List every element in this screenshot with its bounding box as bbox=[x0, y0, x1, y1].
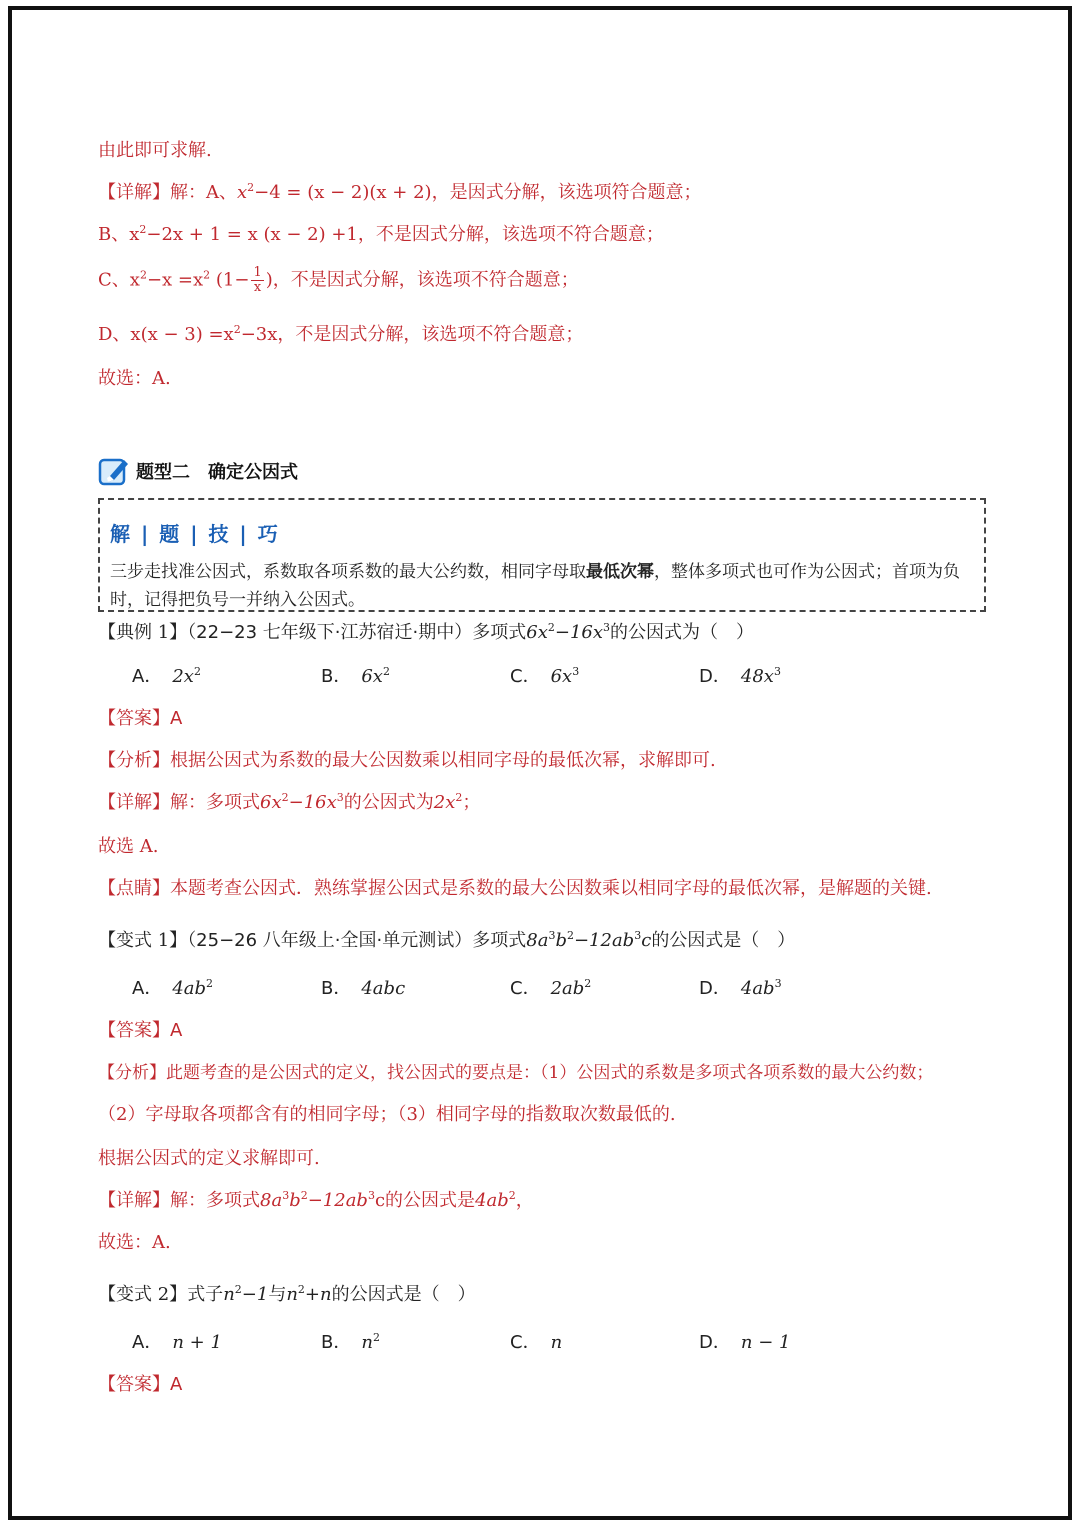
option-b[interactable]: B． 4abc bbox=[321, 978, 406, 999]
variant1-analysis-3: 根据公因式的定义求解即可. bbox=[98, 1148, 320, 1169]
option-c[interactable]: C． n bbox=[510, 1332, 563, 1353]
variant2-question: 【变式 2】式子$n^2-1$与$n^2+n$的公因式是（ ） bbox=[98, 1283, 476, 1305]
variant1-question: 【变式 1】（25−26 八年级上·全国·单元测试）多项式$8a^3b^2-12ab^3c$的公因式是（ ） bbox=[98, 929, 796, 951]
option-b[interactable]: B． $n^2$ bbox=[321, 1331, 380, 1353]
option-c[interactable]: C． $6x^3$ bbox=[510, 665, 580, 687]
section-title: 题型二 确定公因式 bbox=[136, 462, 298, 483]
variant1-choose: 故选：A. bbox=[98, 1232, 171, 1253]
example1-comment: 【点睛】本题考查公因式．熟练掌握公因式是系数的最大公因数乘以相同字母的最低次幂，是解题的关键. bbox=[98, 878, 932, 899]
solution-detail-d: D、$x(x - 3) =x^2-3x$，不是因式分解，该选项不符合题意； bbox=[98, 323, 584, 345]
option-a[interactable]: A． n + 1 bbox=[132, 1332, 222, 1353]
solution-intro: 由此即可求解. bbox=[98, 140, 212, 161]
example1-question: 【典例 1】（22−23 七年级下·江苏宿迁·期中）多项式$6x^2-16x^3$的公因式为（ ） bbox=[98, 621, 754, 643]
example1-choose: 故选 A. bbox=[98, 836, 159, 857]
option-d[interactable]: D． $4ab^3$ bbox=[699, 977, 782, 999]
variant2-answer: 【答案】A bbox=[98, 1374, 183, 1395]
tip-title: 解 | 题 | 技 | 巧 bbox=[110, 522, 280, 546]
option-d[interactable]: D． n − 1 bbox=[699, 1332, 791, 1353]
solution-detail-a: 【详解】解：A、$x^2-4 = (x - 2)(x + 2)$，是因式分解，该选项符合题意； bbox=[98, 181, 702, 203]
example1-answer: 【答案】A bbox=[98, 708, 183, 729]
tip-box bbox=[98, 498, 986, 612]
option-d[interactable]: D． $48x^3$ bbox=[699, 665, 781, 687]
variant1-analysis-2: （2）字母取各项都含有的相同字母；（3）相同字母的指数取次数最低的. bbox=[98, 1104, 676, 1125]
fraction-one-over-x: $\frac{1}{x}$ bbox=[253, 265, 262, 295]
pen-note-icon bbox=[98, 454, 132, 488]
variant1-analysis-1: 【分析】此题考查的是公因式的定义，找公因式的要点是：（1）公因式的系数是多项式各项系数的最大公约数； bbox=[98, 1063, 934, 1083]
variant1-answer: 【答案】A bbox=[98, 1020, 183, 1041]
solution-detail-c: C、$x^2-x =x^2$ (1− $\frac{1}{x}$ )，不是因式分解，该选项不符合题意； bbox=[98, 265, 579, 295]
option-c[interactable]: C． $2ab^2$ bbox=[510, 977, 592, 999]
variant1-detail: 【详解】解：多项式$8a^3b^2-12ab^3c$的公因式是$4ab^2$， bbox=[98, 1189, 534, 1211]
example1-detail: 【详解】解：多项式$6x^2-16x^3$的公因式为$2x^2$； bbox=[98, 791, 481, 813]
tip-body: 三步走找准公因式，系数取各项系数的最大公约数，相同字母取最低次幂，整体多项式也可作为公因式；首项为负时，记得把负号一并纳入公因式。 bbox=[110, 562, 960, 610]
section-heading bbox=[98, 454, 298, 488]
solution-choose: 故选：A. bbox=[98, 368, 171, 389]
option-a[interactable]: A． $2x^2$ bbox=[132, 665, 201, 687]
option-b[interactable]: B． $6x^2$ bbox=[321, 665, 390, 687]
option-a[interactable]: A． $4ab^2$ bbox=[132, 977, 214, 999]
example1-analysis: 【分析】根据公因式为系数的最大公因数乘以相同字母的最低次幂，求解即可. bbox=[98, 750, 716, 771]
solution-detail-b: B、$x^2-2x + 1 = x$ (x − 2) +1，不是因式分解，该选项不符合题意； bbox=[98, 223, 664, 245]
